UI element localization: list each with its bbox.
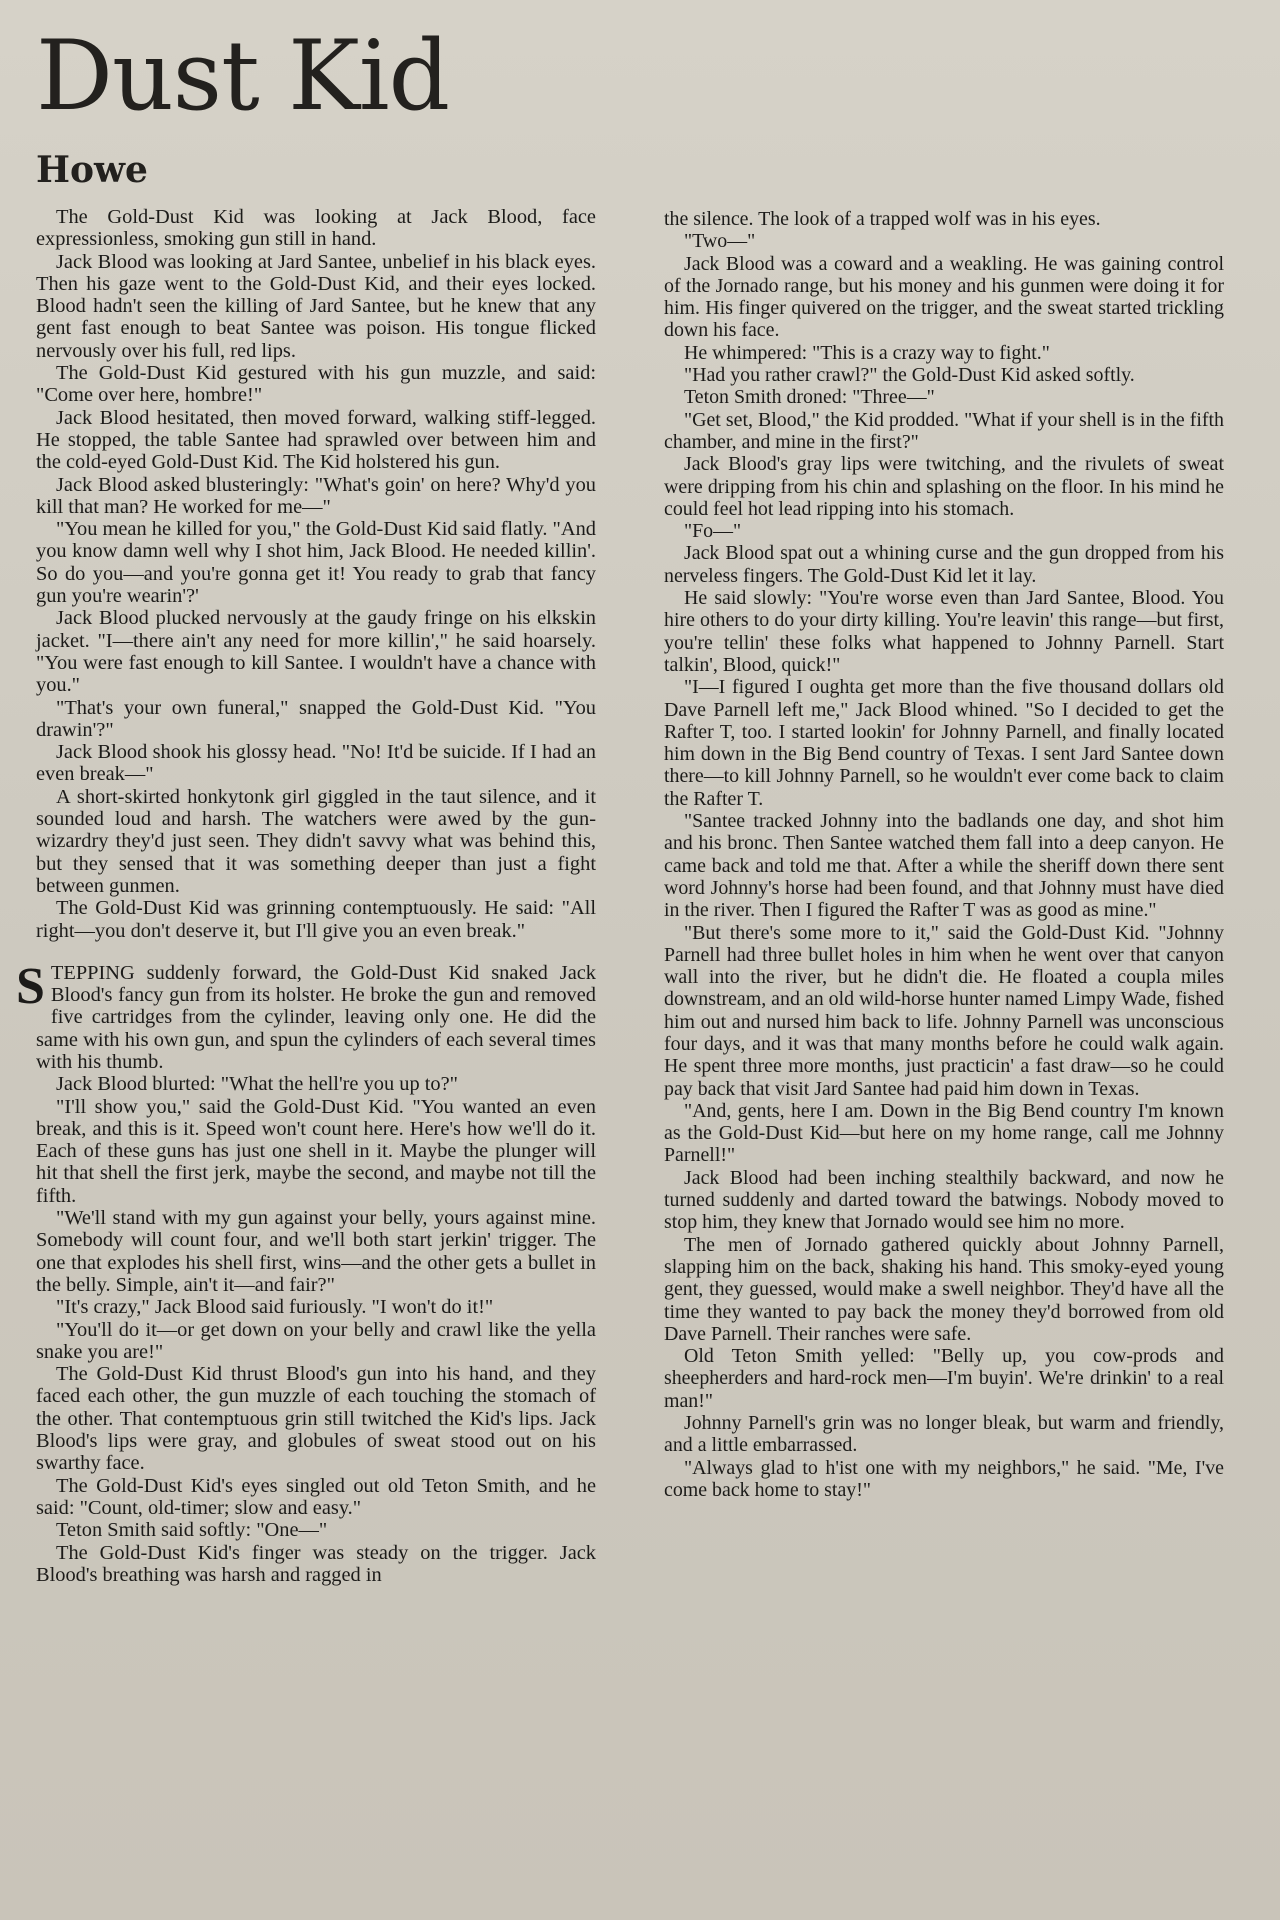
- paragraph: The men of Jornado gathered quickly about Johnny Parnell, slapping him on the back, shaking his hand. This smoky-eyed young gent, they guessed, would make a swell neighbor. They'd have all the time they wanted to pay back the money they'd borrowed from old Dave Parnell. Their ranches were safe.: [664, 1233, 1224, 1345]
- paragraph: "Get set, Blood," the Kid prodded. "What if your shell is in the fifth chamber, and mine in the first?": [664, 408, 1224, 453]
- paragraph: The Gold-Dust Kid's eyes singled out old Teton Smith, and he said: "Count, old-timer; slow and easy.": [36, 1474, 596, 1519]
- paragraph: Jack Blood's gray lips were twitching, and the rivulets of sweat were dripping from his chin and splashing on the floor. In his mind he could feel hot lead ripping into his stomach.: [664, 453, 1224, 520]
- paragraph: The Gold-Dust Kid gestured with his gun muzzle, and said: "Come over here, hombre!": [36, 362, 596, 407]
- paragraph: "It's crazy," Jack Blood said furiously. "I won't do it!": [56, 1296, 494, 1319]
- paragraph: "That's your own funeral," snapped the Gold-Dust Kid. "You drawin'?": [36, 696, 596, 741]
- paragraph: "We'll stand with my gun against your belly, yours against mine. Somebody will count four, and we'll both start jerkin' trigger. The one that explodes his shell first, wins—and the other gets a bullet in the belly. Simple, ain't it—and fair?": [36, 1207, 596, 1296]
- paragraph: "Santee tracked Johnny into the badlands one day, and shot him and his bronc. Then Santee watched them fall into a deep canyon. He came back and told me that. After a while the sheriff down there sent word Johnny's horse had been found, and that Johnny must have died in the river. Then I figured the Rafter T was as good as mine.": [664, 810, 1224, 922]
- paragraph: The Gold-Dust Kid thrust Blood's gun into his hand, and they faced each other, the gun muzzle of each touching the stomach of the other. That contemptuous grin still twitched the Kid's lips. Jack Blood's lips were gray, and globules of sweat stood out on his swarthy face.: [36, 1363, 596, 1475]
- paragraph: Jack Blood asked blusteringly: "What's goin' on here? Why'd you kill that man? He worked for me—": [36, 473, 596, 518]
- paragraph: Jack Blood had been inching stealthily backward, and now he turned suddenly and darted toward the batwings. Nobody moved to stop him, they knew that Jornado would see him no more.: [664, 1166, 1224, 1234]
- paragraph: Jack Blood was looking at Jard Santee, unbelief in his black eyes. Then his gaze went to the Gold-Dust Kid, and their eyes locked. Blood hadn't seen the killing of Jard Santee, but he knew that any gent fast enough to beat Santee was poison. His tongue flicked nervously over his full, red lips.: [36, 250, 596, 362]
- paragraph: Jack Blood shook his glossy head. "No! It'd be suicide. If I had an even break—": [36, 741, 596, 786]
- paragraph: The Gold-Dust Kid was grinning contemptuously. He said: "All right—you don't deserve it, but I'll give you an even break.": [36, 897, 596, 942]
- paragraph: Teton Smith droned: "Three—": [684, 386, 935, 409]
- paragraph: "You mean he killed for you," the Gold-Dust Kid said flatly. "And you know damn well why I shot him, Jack Blood. He needed killin'. So do you—and you're gonna get it! You ready to grab that fancy gun you're wearin'?': [36, 518, 596, 608]
- paragraph: He whimpered: "This is a crazy way to fight.": [684, 341, 1050, 364]
- paragraph: "But there's some more to it," said the Gold-Dust Kid. "Johnny Parnell had three bullet holes in him when he went over that canyon wall into the river, but he didn't die. He floated a coupla miles downstream, and an old wild-horse hunter named Limpy Wade, fished him out and nursed him back to life. Johnny Parnell was unconscious four days, and it was that many months before he could walk again. He spent three more months, just practicin' a fast draw—so he could pay back that visit Jard Santee had paid him down in Texas.: [664, 921, 1224, 1100]
- paragraph: Jack Blood was a coward and a weakling. He was gaining control of the Jornado range, but his money and his gunmen were doing it for him. His finger quivered on the trigger, and the sweat started trickling down his face.: [664, 252, 1224, 342]
- author-byline: Howe: [36, 149, 148, 191]
- paragraph: Old Teton Smith yelled: "Belly up, you cow-prods and sheepherders and hard-rock men—I'm buyin'. We're drinkin' to a real man!": [664, 1345, 1224, 1412]
- paragraph: the silence. The look of a trapped wolf was in his eyes.: [664, 208, 1101, 230]
- story-title: Dust Kid: [36, 20, 450, 132]
- paragraph: Jack Blood blurted: "What the hell're you up to?": [56, 1073, 458, 1096]
- paragraph: The Gold-Dust Kid was looking at Jack Blood, face expressionless, smoking gun still in hand.: [36, 206, 596, 251]
- paragraph: "Had you rather crawl?" the Gold-Dust Kid asked softly.: [684, 364, 1135, 387]
- paragraph: Jack Blood plucked nervously at the gaudy fringe on his elkskin jacket. "I—there ain't any need for more killin'," he said hoarsely. "You were fast enough to kill Santee. I wouldn't have a chance with you.": [36, 607, 596, 697]
- paragraph: The Gold-Dust Kid's finger was steady on the trigger. Jack Blood's breathing was harsh and ragged in: [36, 1541, 596, 1586]
- paragraph: "You'll do it—or get down on your belly and crawl like the yella snake you are!": [36, 1318, 596, 1363]
- right-column: [664, 208, 1224, 1501]
- section-paragraph: [16, 957, 596, 1073]
- paragraph: "Always glad to h'ist one with my neighbors," he said. "Me, I've come back home to stay!": [664, 1456, 1224, 1501]
- paragraph: Jack Blood hesitated, then moved forward, walking stiff-legged. He stopped, the table Santee had sprawled over between him and the cold-eyed Gold-Dust Kid. The Kid holstered his gun.: [36, 406, 596, 474]
- paragraph: "I'll show you," said the Gold-Dust Kid. "You wanted an even break, and this is it. Speed won't count here. Here's how we'll do it. Each of these guns has just one shell in it. Maybe the plunger will hit that shell the first jerk, maybe the second, and maybe not till the fifth.: [36, 1095, 596, 1207]
- left-column: [16, 206, 596, 1586]
- drop-cap: S: [16, 957, 45, 1015]
- paragraph: Teton Smith said softly: "One—": [56, 1519, 328, 1542]
- paragraph: "And, gents, here I am. Down in the Big Bend country I'm known as the Gold-Dust Kid—but here on my home range, call me Johnny Parnell!": [664, 1099, 1224, 1167]
- paragraph: "Two—": [684, 230, 756, 253]
- paragraph: Johnny Parnell's grin was no longer bleak, but warm and friendly, and a little embarrassed.: [664, 1412, 1224, 1457]
- paragraph: "I—I figured I oughta get more than the five thousand dollars old Dave Parnell left me," Jack Blood whined. "So I decided to get the Rafter T, too. I started lookin' for Johnny Parnell, and finally located him down in the Big Bend country of Texas. I sent Jard Santee down there—to kill Johnny Parnell, so he wouldn't ever come back to claim the Rafter T.: [664, 676, 1224, 810]
- paragraph: "Fo—": [684, 520, 742, 543]
- paragraph: He said slowly: "You're worse even than Jard Santee, Blood. You hire others to do your dirty killing. You're leavin' this range—but first, you're tellin' these folks what happened to Johnny Parnell. Start talkin', Blood, quick!": [664, 587, 1224, 676]
- paragraph: A short-skirted honkytonk girl giggled in the taut silence, and it sounded loud and harsh. The watchers were awed by the gun-wizardry they'd just seen. They didn't savvy what was behind this, but they sensed that it was something deeper than just a fight between gunmen.: [36, 785, 596, 897]
- section-text: TEPPING suddenly forward, the Gold-Dust Kid snaked Jack Blood's fancy gun from its holster. He broke the gun and removed five cartridges from the cylinder, leaving only one. He did the same with his own gun, and spun the cylinders of each several times with his thumb.: [36, 961, 596, 1073]
- paragraph: Jack Blood spat out a whining curse and the gun dropped from his nerveless fingers. The Gold-Dust Kid let it lay.: [664, 542, 1224, 587]
